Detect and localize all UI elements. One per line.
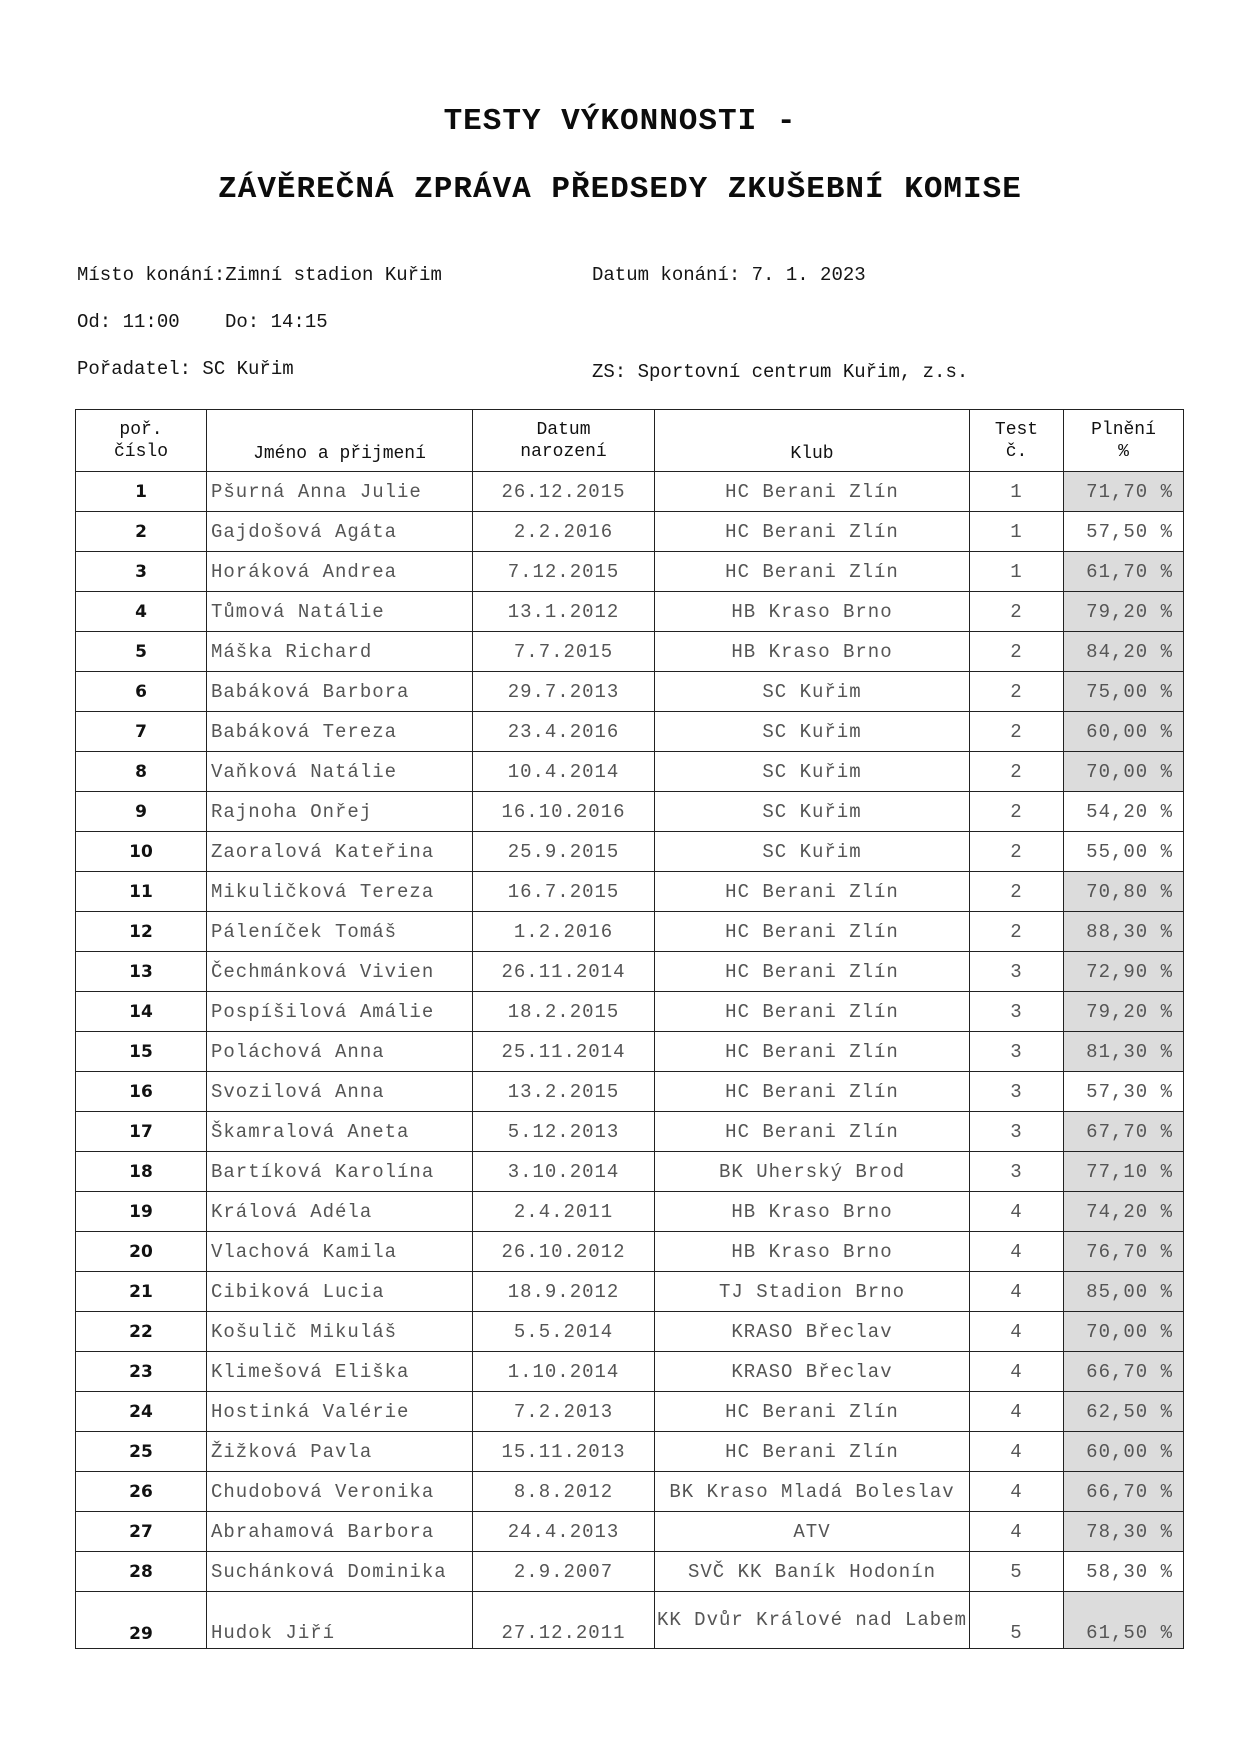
event-date-text: Datum konání: 7. 1. 2023 — [592, 264, 866, 286]
cell-name: Žižková Pavla — [207, 1432, 473, 1472]
cell-birth-date: 7.2.2013 — [473, 1392, 655, 1432]
header-name-label: Jméno a přijmení — [253, 444, 426, 464]
cell-completion: 84,20 % — [1064, 632, 1184, 672]
cell-birth-date: 26.11.2014 — [473, 952, 655, 992]
cell-club: HC Berani Zlín — [655, 512, 970, 552]
cell-club: HB Kraso Brno — [655, 1232, 970, 1272]
cell-test-number: 5 — [970, 1592, 1064, 1649]
cell-club: HC Berani Zlín — [655, 1032, 970, 1072]
cell-birth-date: 2.2.2016 — [473, 512, 655, 552]
table-row — [76, 1552, 1184, 1592]
end-time-text: Do: 14:15 — [225, 311, 328, 333]
cell-test-number: 1 — [970, 472, 1064, 512]
cell-order-number: 14 — [76, 992, 207, 1032]
cell-club: HB Kraso Brno — [655, 592, 970, 632]
table-row — [76, 1072, 1184, 1112]
cell-test-number: 4 — [970, 1432, 1064, 1472]
cell-birth-date: 13.1.2012 — [473, 592, 655, 632]
cell-birth-date: 13.2.2015 — [473, 1072, 655, 1112]
table-row — [76, 872, 1184, 912]
cell-club: KRASO Břeclav — [655, 1312, 970, 1352]
cell-test-number: 4 — [970, 1392, 1064, 1432]
cell-name: Klimešová Eliška — [207, 1352, 473, 1392]
cell-order-number: 17 — [76, 1112, 207, 1152]
cell-birth-date: 7.7.2015 — [473, 632, 655, 672]
cell-test-number: 4 — [970, 1512, 1064, 1552]
cell-order-number: 26 — [76, 1472, 207, 1512]
cell-test-number: 3 — [970, 1072, 1064, 1112]
cell-name: Hostinká Valérie — [207, 1392, 473, 1432]
cell-order-number: 8 — [76, 752, 207, 792]
document-title-line-1: TESTY VÝKONNOSTI - — [443, 104, 797, 139]
cell-order-number: 27 — [76, 1512, 207, 1552]
cell-name: Suchánková Dominika — [207, 1552, 473, 1592]
cell-birth-date: 29.7.2013 — [473, 672, 655, 712]
cell-order-number: 3 — [76, 552, 207, 592]
cell-test-number: 2 — [970, 792, 1064, 832]
venue-text: Místo konání:Zimní stadion Kuřim — [77, 264, 442, 286]
cell-club: KK Dvůr Králové nad Labem — [655, 1592, 970, 1649]
cell-completion: 58,30 % — [1064, 1552, 1184, 1592]
header-order-number-line-1: poř. — [119, 419, 163, 440]
table-row — [76, 512, 1184, 552]
cell-birth-date: 18.2.2015 — [473, 992, 655, 1032]
cell-club: KRASO Břeclav — [655, 1352, 970, 1392]
cell-test-number: 2 — [970, 832, 1064, 872]
cell-test-number: 3 — [970, 1152, 1064, 1192]
cell-order-number: 25 — [76, 1432, 207, 1472]
cell-name: Gajdošová Agáta — [207, 512, 473, 552]
cell-club: SC Kuřim — [655, 792, 970, 832]
cell-club: BK Kraso Mladá Boleslav — [655, 1472, 970, 1512]
cell-completion: 57,50 % — [1064, 512, 1184, 552]
cell-test-number: 1 — [970, 512, 1064, 552]
cell-test-number: 2 — [970, 632, 1064, 672]
organizer-text: Pořadatel: SC Kuřim — [77, 358, 294, 380]
cell-completion: 55,00 % — [1064, 832, 1184, 872]
cell-order-number: 13 — [76, 952, 207, 992]
table-row — [76, 552, 1184, 592]
cell-club: SC Kuřim — [655, 752, 970, 792]
cell-test-number: 2 — [970, 592, 1064, 632]
cell-birth-date: 18.9.2012 — [473, 1272, 655, 1312]
cell-club: HC Berani Zlín — [655, 1112, 970, 1152]
header-order-number — [76, 410, 207, 472]
table-row — [76, 832, 1184, 872]
cell-birth-date: 25.11.2014 — [473, 1032, 655, 1072]
cell-birth-date: 7.12.2015 — [473, 552, 655, 592]
table-row — [76, 1112, 1184, 1152]
cell-name: Králová Adéla — [207, 1192, 473, 1232]
cell-name: Mikuličková Tereza — [207, 872, 473, 912]
header-order-number-line-2: číslo — [113, 441, 168, 462]
table-row — [76, 592, 1184, 632]
cell-test-number: 2 — [970, 712, 1064, 752]
table-row — [76, 1232, 1184, 1272]
cell-order-number: 29 — [76, 1592, 207, 1649]
cell-completion: 88,30 % — [1064, 912, 1184, 952]
start-time-text: Od: 11:00 — [77, 311, 180, 333]
cell-completion: 75,00 % — [1064, 672, 1184, 712]
cell-completion: 60,00 % — [1064, 712, 1184, 752]
cell-name: Máška Richard — [207, 632, 473, 672]
table-row — [76, 1352, 1184, 1392]
sports-centre-text: ZS: Sportovní centrum Kuřim, z.s. — [592, 361, 969, 383]
cell-test-number: 3 — [970, 952, 1064, 992]
cell-club: HB Kraso Brno — [655, 632, 970, 672]
cell-completion: 76,70 % — [1064, 1232, 1184, 1272]
table-row — [76, 1192, 1184, 1232]
cell-completion: 85,00 % — [1064, 1272, 1184, 1312]
cell-completion: 67,70 % — [1064, 1112, 1184, 1152]
header-completion-line-2: % — [1118, 441, 1129, 462]
cell-order-number: 12 — [76, 912, 207, 952]
results-table — [75, 409, 1184, 1649]
cell-name: Pšurná Anna Julie — [207, 472, 473, 512]
cell-test-number: 4 — [970, 1232, 1064, 1272]
cell-name: Hudok Jiří — [207, 1592, 473, 1649]
cell-order-number: 5 — [76, 632, 207, 672]
cell-club: ATV — [655, 1512, 970, 1552]
table-row — [76, 1152, 1184, 1192]
cell-birth-date: 24.4.2013 — [473, 1512, 655, 1552]
header-birth-date — [473, 410, 655, 472]
cell-birth-date: 16.10.2016 — [473, 792, 655, 832]
cell-name: Horáková Andrea — [207, 552, 473, 592]
table-row — [76, 912, 1184, 952]
cell-completion: 61,50 % — [1064, 1592, 1184, 1649]
cell-completion: 70,80 % — [1064, 872, 1184, 912]
cell-completion: 74,20 % — [1064, 1192, 1184, 1232]
header-birth-date-line-1: Datum — [536, 419, 591, 440]
cell-club: SC Kuřim — [655, 832, 970, 872]
cell-name: Abrahamová Barbora — [207, 1512, 473, 1552]
cell-completion: 81,30 % — [1064, 1032, 1184, 1072]
table-row — [76, 992, 1184, 1032]
cell-club: HC Berani Zlín — [655, 912, 970, 952]
cell-order-number: 21 — [76, 1272, 207, 1312]
cell-name: Cibiková Lucia — [207, 1272, 473, 1312]
cell-club: HC Berani Zlín — [655, 872, 970, 912]
cell-order-number: 1 — [76, 472, 207, 512]
table-row — [76, 1392, 1184, 1432]
cell-birth-date: 1.2.2016 — [473, 912, 655, 952]
cell-test-number: 4 — [970, 1272, 1064, 1312]
header-test-number-line-2: č. — [1005, 441, 1028, 462]
cell-test-number: 1 — [970, 552, 1064, 592]
table-row — [76, 752, 1184, 792]
cell-name: Babáková Barbora — [207, 672, 473, 712]
cell-order-number: 4 — [76, 592, 207, 632]
cell-completion: 60,00 % — [1064, 1432, 1184, 1472]
cell-test-number: 2 — [970, 872, 1064, 912]
cell-club: HC Berani Zlín — [655, 952, 970, 992]
cell-name: Vlachová Kamila — [207, 1232, 473, 1272]
table-header-row — [76, 410, 1184, 472]
cell-test-number: 4 — [970, 1472, 1064, 1512]
cell-birth-date: 10.4.2014 — [473, 752, 655, 792]
table-row — [76, 792, 1184, 832]
cell-completion: 79,20 % — [1064, 992, 1184, 1032]
table-row — [76, 1312, 1184, 1352]
cell-birth-date: 15.11.2013 — [473, 1432, 655, 1472]
cell-completion: 70,00 % — [1064, 752, 1184, 792]
cell-name: Svozilová Anna — [207, 1072, 473, 1112]
cell-name: Čechmánková Vivien — [207, 952, 473, 992]
cell-completion: 66,70 % — [1064, 1352, 1184, 1392]
cell-completion: 79,20 % — [1064, 592, 1184, 632]
cell-order-number: 15 — [76, 1032, 207, 1072]
cell-completion: 77,10 % — [1064, 1152, 1184, 1192]
cell-test-number: 2 — [970, 752, 1064, 792]
cell-name: Babáková Tereza — [207, 712, 473, 752]
cell-order-number: 23 — [76, 1352, 207, 1392]
cell-name: Škamralová Aneta — [207, 1112, 473, 1152]
cell-order-number: 6 — [76, 672, 207, 712]
cell-test-number: 2 — [970, 672, 1064, 712]
cell-birth-date: 23.4.2016 — [473, 712, 655, 752]
cell-order-number: 24 — [76, 1392, 207, 1432]
cell-completion: 62,50 % — [1064, 1392, 1184, 1432]
cell-birth-date: 2.4.2011 — [473, 1192, 655, 1232]
cell-name: Košulič Mikuláš — [207, 1312, 473, 1352]
cell-club: SC Kuřim — [655, 712, 970, 752]
table-row — [76, 952, 1184, 992]
cell-birth-date: 8.8.2012 — [473, 1472, 655, 1512]
table-row — [76, 1512, 1184, 1552]
cell-birth-date: 26.12.2015 — [473, 472, 655, 512]
cell-club: HC Berani Zlín — [655, 1392, 970, 1432]
header-test-number-line-1: Test — [994, 419, 1039, 440]
cell-name: Bartíková Karolína — [207, 1152, 473, 1192]
cell-birth-date: 16.7.2015 — [473, 872, 655, 912]
cell-birth-date: 5.5.2014 — [473, 1312, 655, 1352]
table-row — [76, 1472, 1184, 1512]
cell-order-number: 2 — [76, 512, 207, 552]
cell-name: Zaoralová Kateřina — [207, 832, 473, 872]
cell-club: SC Kuřim — [655, 672, 970, 712]
cell-completion: 54,20 % — [1064, 792, 1184, 832]
header-birth-date-line-2: narození — [520, 441, 607, 462]
cell-order-number: 11 — [76, 872, 207, 912]
cell-club: TJ Stadion Brno — [655, 1272, 970, 1312]
cell-order-number: 20 — [76, 1232, 207, 1272]
cell-order-number: 10 — [76, 832, 207, 872]
cell-test-number: 4 — [970, 1352, 1064, 1392]
table-row — [76, 632, 1184, 672]
cell-order-number: 28 — [76, 1552, 207, 1592]
cell-birth-date: 25.9.2015 — [473, 832, 655, 872]
cell-birth-date: 26.10.2012 — [473, 1232, 655, 1272]
cell-test-number: 4 — [970, 1192, 1064, 1232]
document-title-line-2: ZÁVĚREČNÁ ZPRÁVA PŘEDSEDY ZKUŠEBNÍ KOMISE — [218, 172, 1022, 207]
cell-completion: 78,30 % — [1064, 1512, 1184, 1552]
header-club — [655, 410, 970, 472]
table-row — [76, 472, 1184, 512]
header-club-label: Klub — [790, 444, 834, 464]
cell-completion: 66,70 % — [1064, 1472, 1184, 1512]
table-row — [76, 1432, 1184, 1472]
cell-birth-date: 1.10.2014 — [473, 1352, 655, 1392]
table-body — [76, 472, 1184, 1649]
cell-name: Poláchová Anna — [207, 1032, 473, 1072]
cell-order-number: 7 — [76, 712, 207, 752]
cell-test-number: 2 — [970, 912, 1064, 952]
cell-club: HC Berani Zlín — [655, 1072, 970, 1112]
cell-test-number: 4 — [970, 1312, 1064, 1352]
cell-name: Chudobová Veronika — [207, 1472, 473, 1512]
cell-order-number: 19 — [76, 1192, 207, 1232]
cell-test-number: 3 — [970, 1032, 1064, 1072]
cell-completion: 61,70 % — [1064, 552, 1184, 592]
cell-club: HC Berani Zlín — [655, 992, 970, 1032]
cell-completion: 57,30 % — [1064, 1072, 1184, 1112]
cell-order-number: 16 — [76, 1072, 207, 1112]
header-test-number — [970, 410, 1064, 472]
cell-order-number: 9 — [76, 792, 207, 832]
cell-club: SVČ KK Baník Hodonín — [655, 1552, 970, 1592]
cell-order-number: 18 — [76, 1152, 207, 1192]
header-name — [207, 410, 473, 472]
cell-name: Páleníček Tomáš — [207, 912, 473, 952]
cell-name: Pospíšilová Amálie — [207, 992, 473, 1032]
cell-birth-date: 27.12.2011 — [473, 1592, 655, 1649]
cell-club: HB Kraso Brno — [655, 1192, 970, 1232]
cell-completion: 72,90 % — [1064, 952, 1184, 992]
cell-name: Rajnoha Onřej — [207, 792, 473, 832]
cell-order-number: 22 — [76, 1312, 207, 1352]
table-row — [76, 672, 1184, 712]
table-row — [76, 1272, 1184, 1312]
header-completion-line-1: Plnění — [1091, 419, 1156, 440]
cell-birth-date: 5.12.2013 — [473, 1112, 655, 1152]
cell-club: BK Uherský Brod — [655, 1152, 970, 1192]
cell-test-number: 5 — [970, 1552, 1064, 1592]
table-row — [76, 1032, 1184, 1072]
cell-test-number: 3 — [970, 1112, 1064, 1152]
cell-completion: 70,00 % — [1064, 1312, 1184, 1352]
cell-name: Vaňková Natálie — [207, 752, 473, 792]
cell-club: HC Berani Zlín — [655, 552, 970, 592]
cell-completion: 71,70 % — [1064, 472, 1184, 512]
cell-birth-date: 3.10.2014 — [473, 1152, 655, 1192]
table-row — [76, 712, 1184, 752]
cell-test-number: 3 — [970, 992, 1064, 1032]
cell-birth-date: 2.9.2007 — [473, 1552, 655, 1592]
table-row — [76, 1592, 1184, 1649]
cell-club: HC Berani Zlín — [655, 1432, 970, 1472]
header-completion — [1064, 410, 1184, 472]
cell-club: HC Berani Zlín — [655, 472, 970, 512]
cell-name: Tůmová Natálie — [207, 592, 473, 632]
